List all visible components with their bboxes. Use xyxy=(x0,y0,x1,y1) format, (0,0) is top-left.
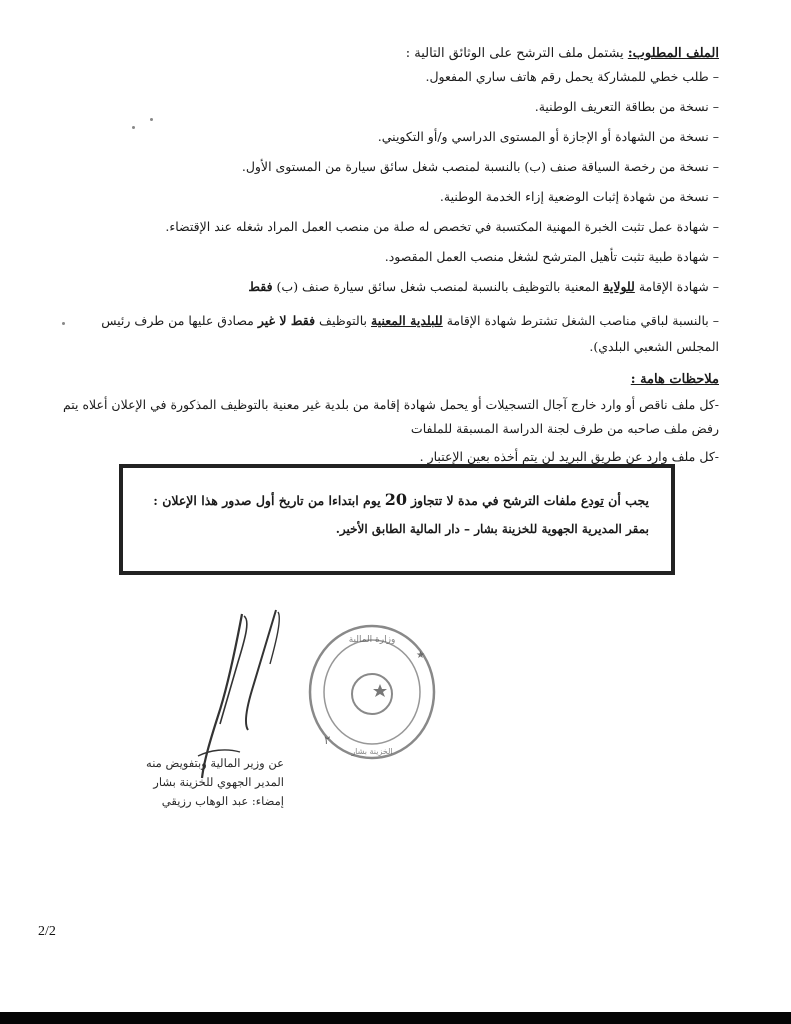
list-item: –شهادة طبية تثبت تأهيل المترشح لشغل منصب العمل المقصود. xyxy=(384,249,719,264)
deadline-line-2: بمقر المديرية الجهوية للخزينة بشار – دار المالية الطابق الأخير. xyxy=(335,522,649,536)
residence-certificate-item: –شهادة الإقامة للولاية المعنية بالتوظيف بالنسبة لمنصب شغل سائق سيارة صنف (ب) فقط xyxy=(248,279,719,294)
deadline-line-1: يجب أن تودع ملفات الترشح في مدة لا تتجاوز20يوم ابتداءا من تاريخ أول صدور هذا الإعلان : xyxy=(153,490,649,509)
signature-line-1: عن وزير المالية وبتفويض منه xyxy=(146,756,284,770)
list-item: –طلب خطي للمشاركة يحمل رقم هاتف ساري المفعول. xyxy=(425,69,719,84)
list-item: –نسخة من شهادة إثبات الوضعية إزاء الخدمة الوطنية. xyxy=(439,189,719,204)
required-docs-heading-text: يشتمل ملف الترشح على الوثائق التالية : xyxy=(405,46,624,61)
other-positions-item: –بالنسبة لباقي مناصب الشغل تشترط شهادة الإقامة للبلدية المعنية بالتوظيف فقط لا غير مصادق عليها من طرف رئيس المجلس الشعبي البلدي). xyxy=(101,313,719,354)
scan-speck xyxy=(150,118,153,121)
svg-text:٢: ٢ xyxy=(324,733,331,747)
required-docs-list xyxy=(60,68,719,360)
signature-line-3: إمضاء: عبد الوهاب رزيقي xyxy=(161,794,284,808)
required-docs-heading xyxy=(60,44,719,64)
signature-block xyxy=(84,754,284,811)
svg-text:وزارة المالية: وزارة المالية xyxy=(348,635,396,645)
page-number: 2/2 xyxy=(38,924,56,939)
scan-speck xyxy=(62,322,65,325)
scan-speck xyxy=(132,126,135,129)
deadline-notice-box xyxy=(119,464,675,575)
important-notes xyxy=(60,372,719,469)
required-docs-heading-label: الملف المطلوب: xyxy=(627,46,719,61)
list-item: –شهادة عمل تثبت الخبرة المهنية المكتسبة في تخصص له صلة من منصب العمل المراد شغله عند الإقتضاء. xyxy=(165,219,719,234)
note-item: -كل ملف وارد عن طريق البريد لن يتم أخذه بعين الإعتبار . xyxy=(419,449,719,464)
scan-bottom-bar xyxy=(0,1012,791,1024)
deadline-days: 20 xyxy=(384,490,407,509)
list-item: –نسخة من الشهادة أو الإجازة أو المستوى الدراسي و/أو التكويني. xyxy=(377,129,719,144)
document-body xyxy=(60,44,719,473)
signature-line-2: المدير الجهوي للخزينة بشار xyxy=(153,775,284,789)
list-item: –نسخة من بطاقة التعريف الوطنية. xyxy=(534,99,719,114)
svg-text:★: ★ xyxy=(416,650,425,661)
note-item: -كل ملف ناقص أو وارد خارج آجال التسجيلات أو يحمل شهادة إقامة من بلدية غير معنية بالتوظيف المذكورة في الإعلان أعلاه يتم رفض ملف صاحبه من طرف لجنة الدراسة المسبقة للملفات xyxy=(62,397,719,436)
notes-title: ملاحظات هامة : xyxy=(630,372,719,387)
svg-text:الخزينة بشار: الخزينة بشار xyxy=(351,747,393,756)
official-stamp xyxy=(300,618,440,768)
list-item: –نسخة من رخصة السياقة صنف (ب) بالنسبة لمنصب شغل سائق سيارة من المستوى الأول. xyxy=(241,159,719,174)
